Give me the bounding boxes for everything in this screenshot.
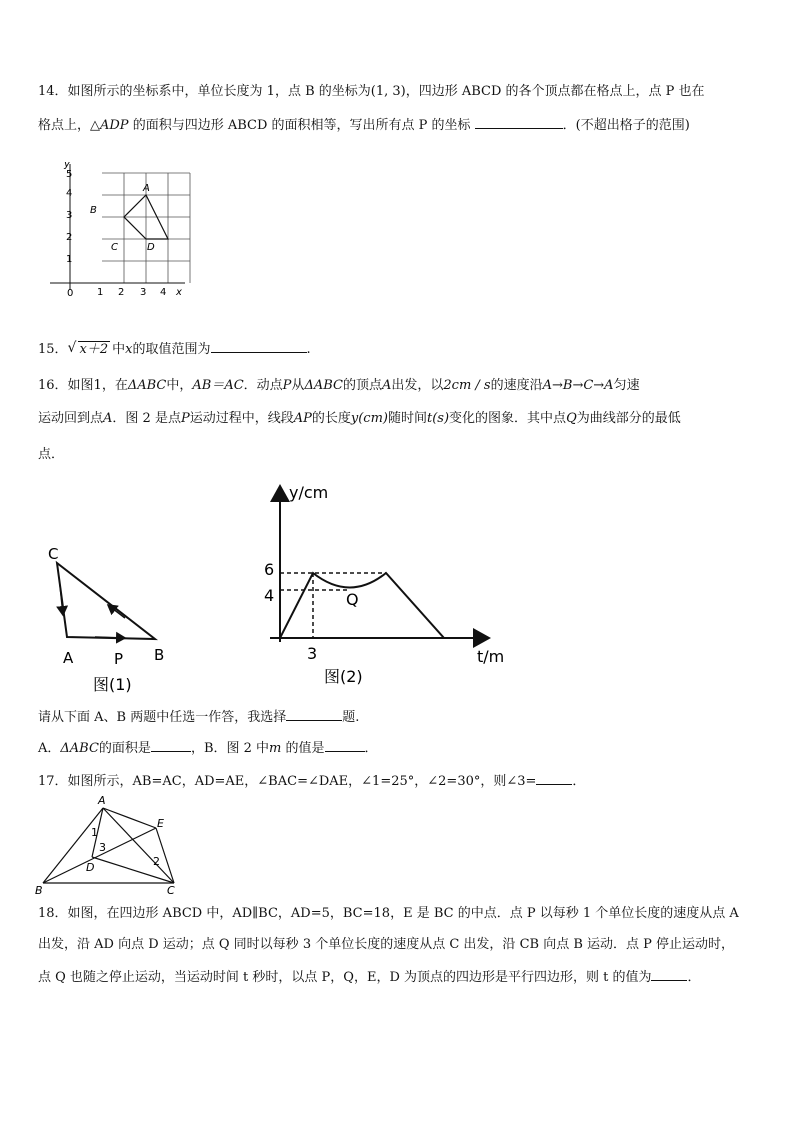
q16-l1-speed: 2cm / s <box>443 378 491 393</box>
q16-options-line <box>38 739 378 757</box>
q18-line1: 18．如图，在四边形 ABCD 中，AD∥BC，AD=5，BC=18，E 是 BC 的中点．点 P 以每秒 1 个单位长度的速度从点 A <box>38 906 739 921</box>
q18-line3 <box>38 968 701 986</box>
q16-opt-b-blank <box>325 739 365 752</box>
q15-radicand: x＋2 <box>79 342 109 357</box>
q16-l1-path: A→B→C→A <box>542 378 614 393</box>
q16-l2-a: 运动回到点 <box>38 411 104 426</box>
q15-line <box>38 340 311 358</box>
q14-line2-b: 的面积与四边形 ABCD 的面积相等，写出所有点 P 的坐标 <box>128 118 475 133</box>
q16-fig1-label-p: P <box>114 650 124 668</box>
q15-radical-sign: √ <box>67 340 77 356</box>
q14-line2 <box>38 116 690 134</box>
q16-l1-p: P <box>282 378 292 393</box>
q14-origin: 0 <box>67 288 74 297</box>
q15-end: . <box>306 342 311 357</box>
q14-adp: ADP <box>100 118 129 133</box>
q16-fig2-graph <box>280 573 444 638</box>
q16-l1-a2: A <box>381 378 392 393</box>
q14-line2-c: ．(不超出格子的范围) <box>562 118 690 133</box>
q16-opt-a-abc: ΔABC <box>60 741 99 756</box>
q15-prefix: 15． <box>38 342 68 357</box>
q16-choose-end: 题. <box>342 710 360 725</box>
q16-l2-e: 随时间 <box>387 411 427 426</box>
q16-l2-q: Q <box>566 411 577 426</box>
q16-l2-c: 运动过程中，线段 <box>189 411 294 426</box>
q16-fig1-label-c: C <box>48 545 59 563</box>
q16-l2-ap: AP <box>293 411 312 426</box>
q14-answer-blank <box>475 116 563 129</box>
q16-opt-b-m: m <box>269 741 282 756</box>
q16-l1-f: 出发，以 <box>391 378 444 393</box>
q16-fig1-label-a: A <box>63 649 74 667</box>
q16-arrow-ab <box>95 637 125 638</box>
q17-angle-3: 3 <box>99 841 106 854</box>
q16-fig2-x-axis-label: t/m <box>477 647 505 666</box>
q16-fig2-y-mark-4: 4 <box>264 586 275 605</box>
q16-fig2-y-axis-label: y/cm <box>289 483 329 502</box>
q16-l2-g: 为曲线部分的最低 <box>576 411 681 426</box>
q16-l2-pt: A <box>103 411 113 426</box>
q16-l1-h: 匀速 <box>613 378 640 393</box>
q16-fig2-y-mark-6: 6 <box>264 560 275 579</box>
q16-figure-2 <box>255 482 515 692</box>
q17-end: ． <box>572 774 586 789</box>
q17-label-c: C <box>167 884 175 897</box>
q16-fig1-label-b: B <box>154 646 165 664</box>
q18-answer-blank <box>651 968 687 981</box>
q16-line2 <box>38 411 681 427</box>
q15-var: x <box>125 342 133 357</box>
q17-label-b: B <box>35 884 43 897</box>
q16-fig2-point-q: Q <box>346 590 359 609</box>
q17-line <box>38 772 585 790</box>
q18-line3-end: ． <box>687 970 701 985</box>
q16-l1-abc2: ΔABC <box>304 378 343 393</box>
q18-line3-text: 点 Q 也随之停止运动，当运动时间 t 秒时，以点 P，Q，E，D 为顶点的四边形是平行四边形，则 t 的值为 <box>38 970 652 985</box>
q16-line1 <box>38 378 640 394</box>
q16-l1-c: ．动点 <box>243 378 283 393</box>
q15-answer-blank <box>211 340 307 353</box>
q14-x-tick-4: 4 <box>160 287 167 297</box>
q16-l1-abc: ΔABC <box>127 378 167 393</box>
q16-choose-blank <box>286 708 342 721</box>
q16-opt-a-blank <box>151 739 191 752</box>
q14-y-tick-4: 4 <box>66 188 73 199</box>
q14-x-tick-1: 1 <box>97 287 104 297</box>
q14-x-tick-3: 3 <box>140 287 147 297</box>
q14-y-label: y <box>64 162 70 170</box>
q17-label-d: D <box>86 861 95 874</box>
q16-l2-t: t(s) <box>427 411 450 426</box>
q17-label-e: E <box>157 817 164 830</box>
q16-l2-d: 的长度 <box>311 411 351 426</box>
q16-l1-b: 中， <box>166 378 193 393</box>
q17-figure <box>32 790 192 900</box>
q17-angle-2: 2 <box>153 855 160 868</box>
q14-y-tick-2: 2 <box>66 232 73 243</box>
q16-l1-eq: AB＝AC <box>192 378 244 393</box>
q16-choose-line <box>38 708 359 726</box>
q16-l2-p: P <box>180 411 190 426</box>
q16-opt-b-end: ． <box>364 741 378 756</box>
q15-mid: 中 <box>112 342 126 357</box>
q15-sqrt <box>68 342 111 358</box>
q17-label-a: A <box>98 794 106 807</box>
q14-x-label: x <box>176 287 182 297</box>
q14-point-d: D <box>147 242 155 253</box>
q16-opt-a-text: 的面积是 <box>98 741 151 756</box>
q14-y-tick-5: 5 <box>66 169 73 180</box>
q14-point-a: A <box>143 183 150 194</box>
q14-grid-figure <box>45 162 195 297</box>
q15-suffix: 的取值范围为 <box>132 342 211 357</box>
q16-l2-b: ．图 2 是点 <box>112 411 181 426</box>
q16-choose-text: 请从下面 A、B 两题中任选一作答，我选择 <box>38 710 287 725</box>
q17-text: 17．如图所示，AB=AC，AD=AE，∠BAC=∠DAE，∠1=25°，∠2=30°，则∠3= <box>38 774 537 789</box>
q16-figure-1 <box>40 540 190 705</box>
q16-l2-y: y(cm) <box>350 411 388 426</box>
q14-y-tick-1: 1 <box>66 254 73 265</box>
q16-triangle-abc <box>57 563 155 639</box>
q16-l2-f: 变化的图象．其中点 <box>449 411 567 426</box>
q16-fig1-caption: 图(1) <box>93 675 132 694</box>
q16-opt-b-text: ，B．图 2 中 <box>190 741 270 756</box>
q16-line3: 点． <box>38 447 65 462</box>
q14-line2-a: 格点上，△ <box>38 118 100 133</box>
q14-line1: 14．如图所示的坐标系中，单位长度为 1，点 B 的坐标为(1, 3)，四边形 ABCD 的各个顶点都在格点上，点 P 也在 <box>38 84 705 99</box>
q16-opt-b-text2: 的值是 <box>281 741 325 756</box>
q17-lines <box>43 808 174 883</box>
q16-l1-d: 从 <box>291 378 305 393</box>
q16-opt-a-label: A． <box>38 741 61 756</box>
q14-y-tick-3: 3 <box>66 210 73 221</box>
q16-l1-g: 的速度沿 <box>490 378 543 393</box>
q18-line2: 出发，沿 AD 向点 D 运动；点 Q 同时以每秒 3 个单位长度的速度从点 C 出发，沿 CB 向点 B 运动．点 P 停止运动时， <box>38 937 735 952</box>
q16-l1-a: 16．如图1，在 <box>38 378 128 393</box>
q17-answer-blank <box>536 772 572 785</box>
q17-angle-1: 1 <box>91 826 98 839</box>
q16-arrow-bc <box>108 605 125 618</box>
q14-point-c: C <box>111 242 118 253</box>
q16-fig2-caption: 图(2) <box>324 667 363 686</box>
q14-x-tick-2: 2 <box>118 287 125 297</box>
q16-fig2-x-mark-3: 3 <box>307 644 318 663</box>
q14-point-b: B <box>90 205 97 216</box>
q16-l1-e: 的顶点 <box>342 378 382 393</box>
